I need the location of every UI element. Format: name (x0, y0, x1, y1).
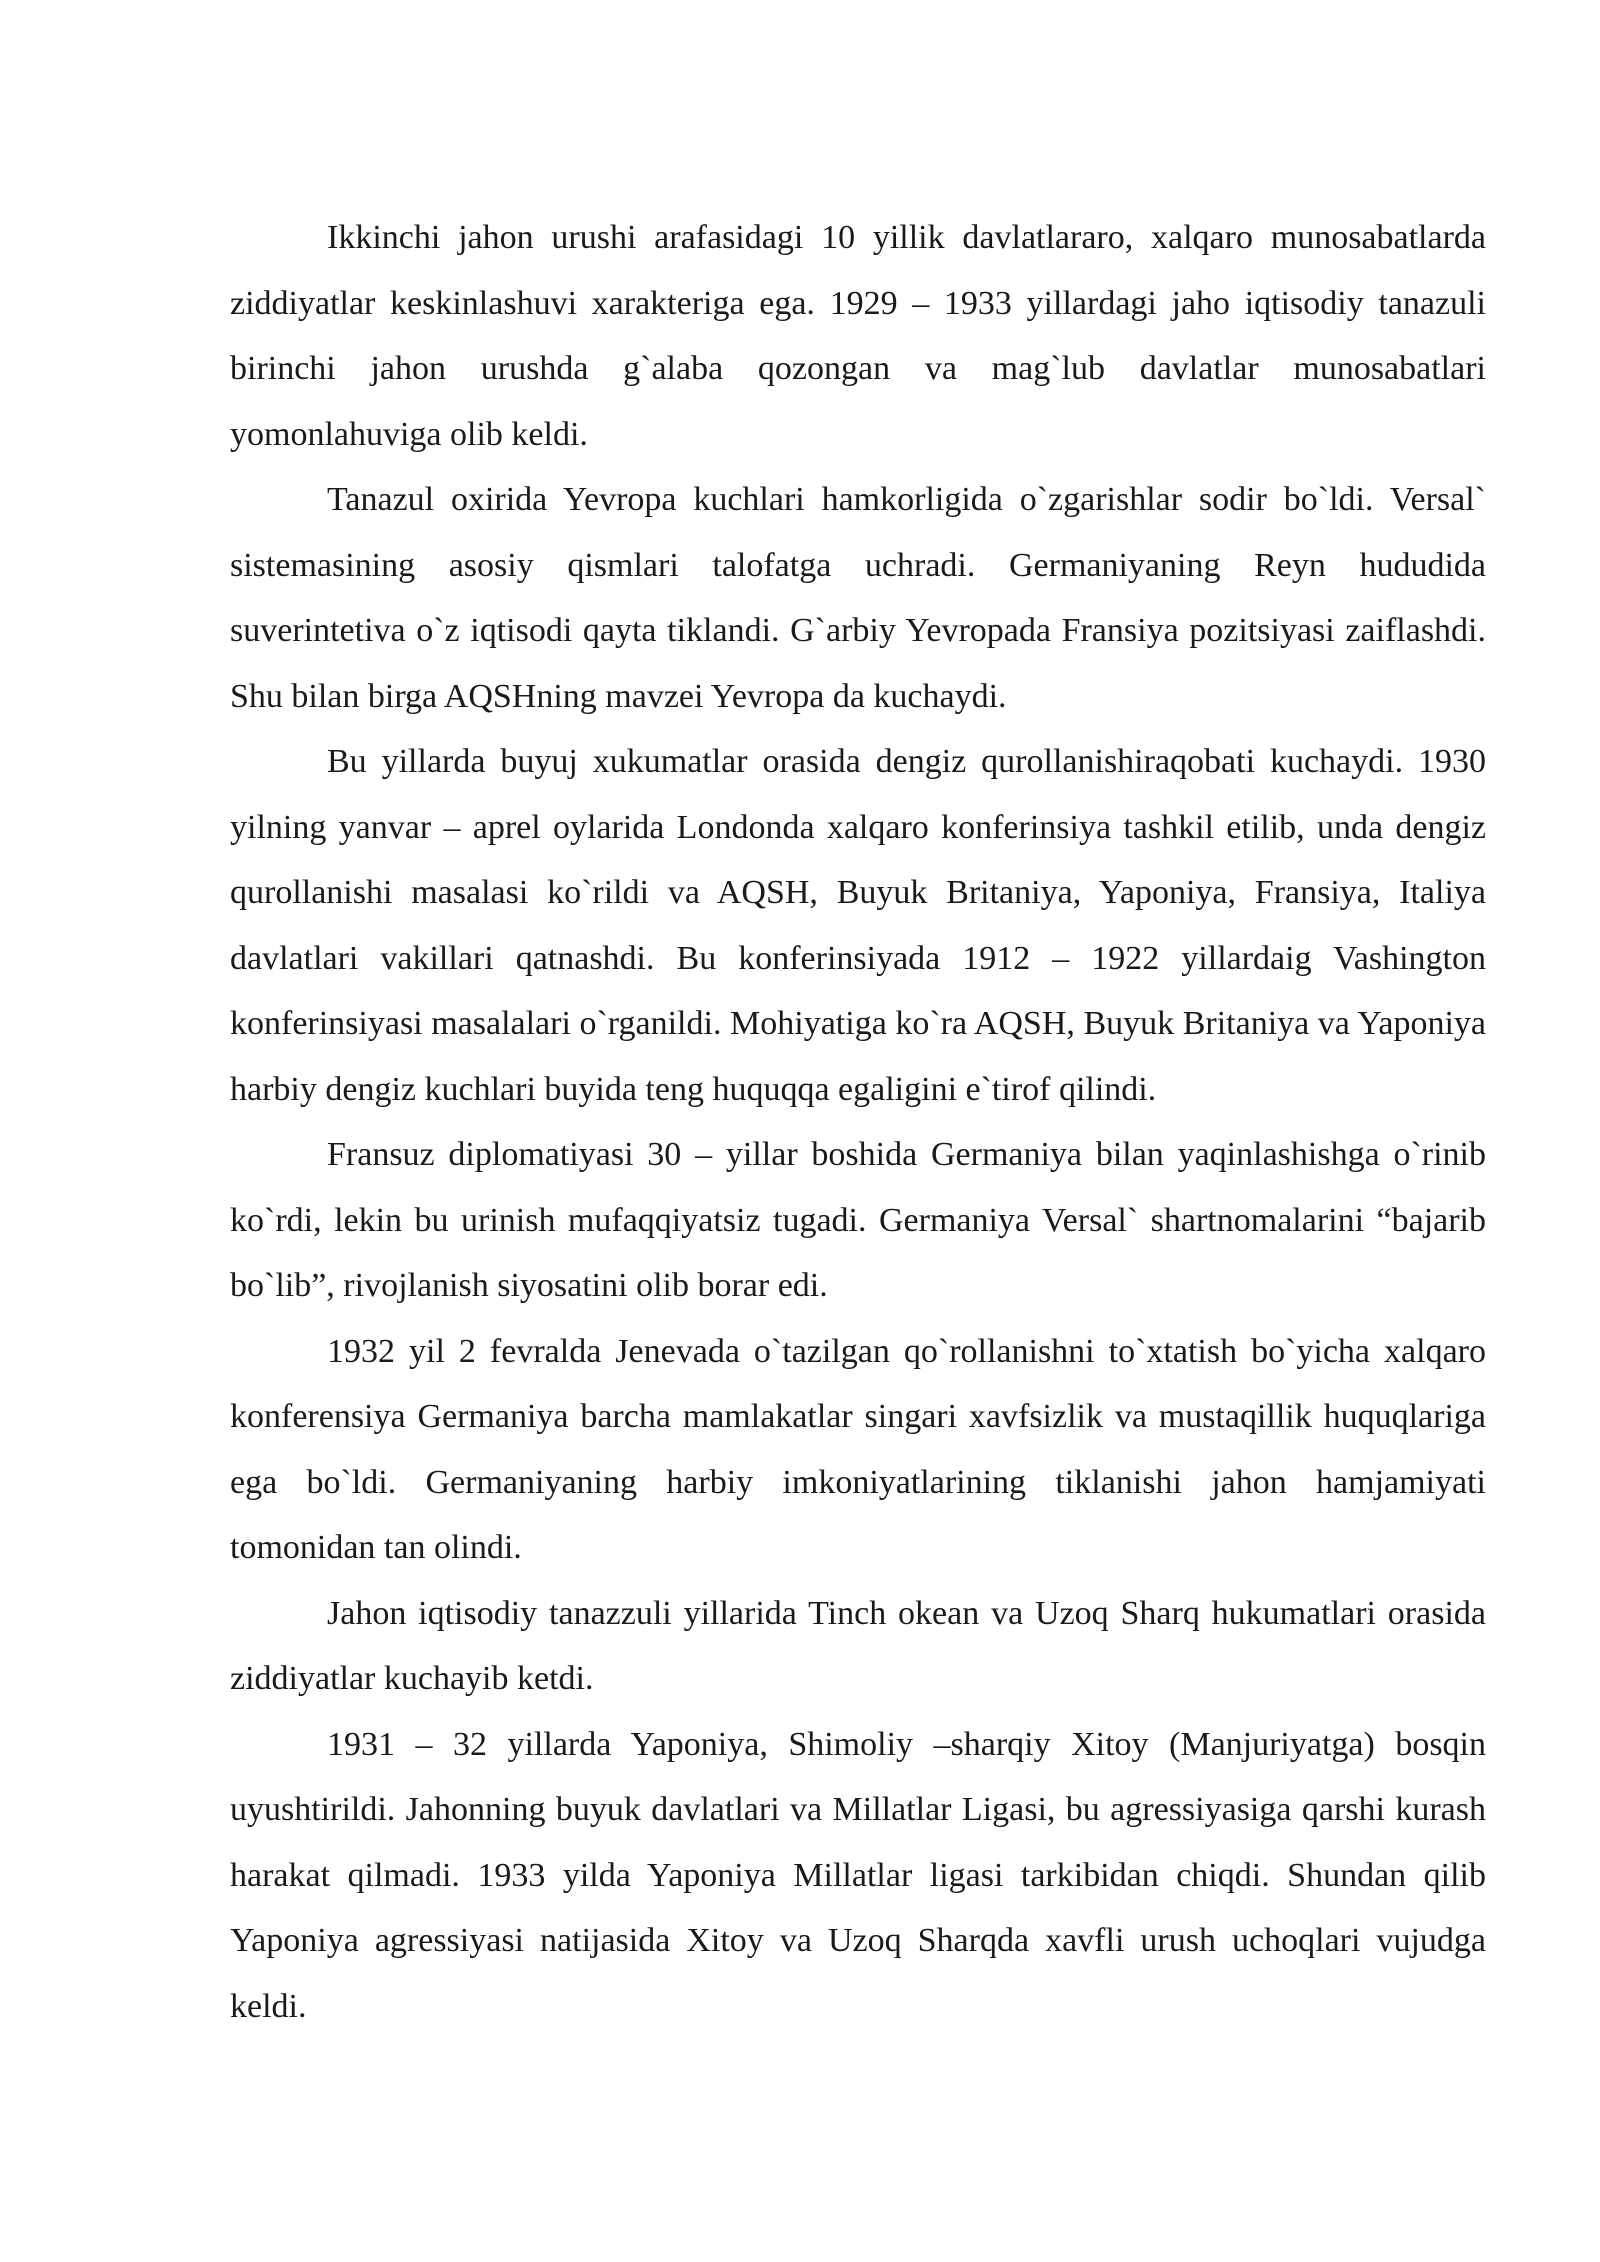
paragraph: 1932 yil 2 fevralda Jenevada o`tazilgan qo`rollanishni to`xtatish bo`yicha xalqaro konferensiya Germaniya barcha mamlakatlar singari xavfsizlik va mustaqillik huquqlariga ega bo`ldi. Germaniyaning harbiy imkoniyatlarining tiklanishi jahon hamjamiyati tomonidan tan olindi. (230, 1332, 1486, 1566)
paragraph: 1931 – 32 yillarda Yaponiya, Shimoliy –sharqiy Xitoy (Manjuriyatga) bosqin uyushtirildi. Jahonning buyuk davlatlari va Millatlar Ligasi, bu agressiyasiga qarshi kurash harakat qilmadi. 1933 yilda Yaponiya Millatlar ligasi tarkibidan chiqdi. Shundan qilib Yaponiya agressiyasi natijasida Xitoy va Uzoq Sharqda xavfli urush uchoqlari vujudga keldi. (230, 1725, 1486, 2025)
paragraph: Fransuz diplomatiyasi 30 – yillar boshida Germaniya bilan yaqinlashishga o`rinib ko`rdi, lekin bu urinish mufaqqiyatsiz tugadi. Germaniya Versal` shartnomalarini “bajarib bo`lib”, rivojlanish siyosatini olib borar edi. (230, 1136, 1486, 1304)
paragraph: Ikkinchi jahon urushi arafasidagi 10 yillik davlatlararo, xalqaro munosabatlarda ziddiyatlar keskinlashuvi xarakteriga ega. 1929 – 1933 yillardagi jaho iqtisodiy tanazuli birinchi jahon urushda g`alaba qozongan va mag`lub davlatlar munosabatlari yomonlahuviga olib keldi. (230, 219, 1486, 453)
paragraph: Jahon iqtisodiy tanazzuli yillarida Tinch okean va Uzoq Sharq hukumatlari orasida ziddiyatlar kuchayib ketdi. (230, 1594, 1486, 1697)
paragraph: Tanazul oxirida Yevropa kuchlari hamkorligida o`zgarishlar sodir bo`ldi. Versal` sistemasining asosiy qismlari talofatga uchradi. Germaniyaning Reyn hududida suverintetiva o`z iqtisodi qayta tiklandi. G`arbiy Yevropada Fransiya pozitsiyasi zaiflashdi. Shu bilan birga AQSHning mavzei Yevropa da kuchaydi. (230, 481, 1486, 715)
document-page (230, 205, 1486, 2039)
paragraph: Bu yillarda buyuj xukumatlar orasida dengiz qurollanishiraqobati kuchaydi. 1930 yilning yanvar – aprel oylarida Londonda xalqaro konferinsiya tashkil etilib, unda dengiz qurollanishi masalasi ko`rildi va AQSH, Buyuk Britaniya, Yaponiya, Fransiya, Italiya davlatlari vakillari qatnashdi. Bu konferinsiyada 1912 – 1922 yillardaig Vashington konferinsiyasi masalalari o`rganildi. Mohiyatiga ko`ra AQSH, Buyuk Britaniya va Yaponiya harbiy dengiz kuchlari buyida teng huquqqa egaligini e`tirof qilindi. (230, 743, 1486, 1108)
